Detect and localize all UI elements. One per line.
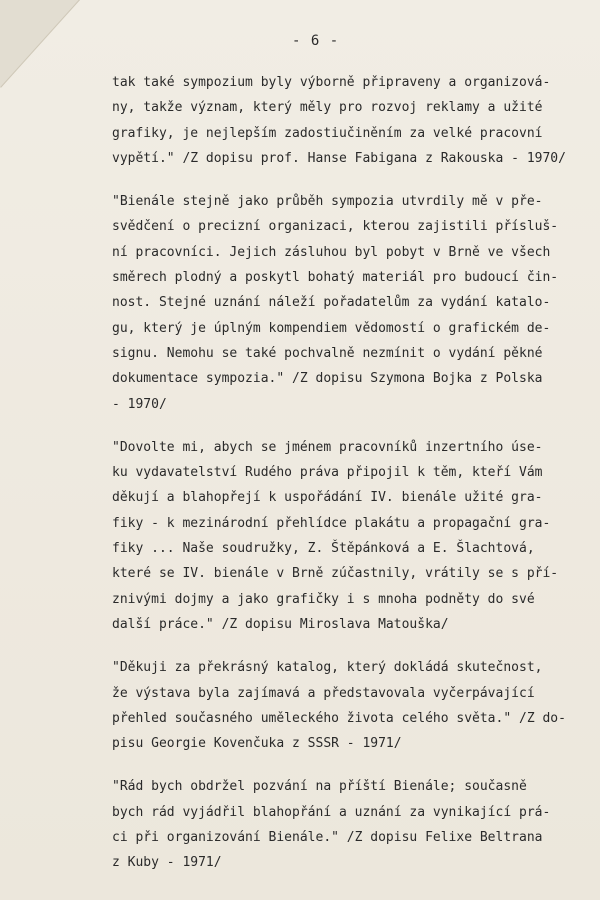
text-line: vypětí." /Z dopisu prof. Hanse Fabigana z Rakouska - 1970/ — [112, 150, 566, 166]
paragraph-felix-beltran — [112, 774, 551, 875]
text-line: znivými dojmy a jako grafičky i s mnoha podněty do své — [112, 591, 535, 607]
text-line: že výstava byla zajímavá a představovala vyčerpávající — [112, 685, 535, 701]
text-line: fiky ... Naše soudružky, Z. Štěpánková a E. Šlachtová, — [112, 541, 535, 557]
text-line: ní pracovníci. Jejich zásluhou byl pobyt v Brně ve všech — [112, 244, 551, 260]
paragraph-hans-fabigan — [112, 70, 566, 171]
text-line: svědčení o precizní organizaci, kterou zajistili přísluš- — [112, 219, 559, 235]
text-line: dokumentace sympozia." /Z dopisu Szymona Bojka z Polska — [112, 371, 543, 387]
text-line: ku vydavatelství Rudého práva připojil k těm, kteří Vám — [112, 465, 543, 481]
text-line: "Děkuji za překrásný katalog, který dokládá skutečnost, — [112, 660, 543, 676]
paragraph-szymon-bojko — [112, 189, 559, 417]
text-line: signu. Nemohu se také pochvalně nezmínit o vydání pěkné — [112, 345, 543, 361]
paragraph-gap — [112, 171, 548, 189]
text-line: přehled současného uměleckého života celého světa." /Z do- — [112, 710, 566, 726]
text-line: - 1970/ — [112, 396, 167, 412]
text-line: "Dovolte mi, abych se jménem pracovníků inzertního úse- — [112, 439, 543, 455]
text-line: ci při organizování Bienále." /Z dopisu Felixe Beltrana — [112, 830, 543, 846]
paragraph-miroslav-matousek — [112, 435, 559, 637]
letter-excerpts — [112, 70, 566, 876]
text-line: grafiky, je nejlepším zadostiučiněním za velké pracovní — [112, 125, 543, 141]
text-line: gu, který je úplným kompendiem vědomostí o grafickém de- — [112, 320, 551, 336]
paragraph-gap — [112, 417, 548, 435]
page-number: - 6 - — [292, 33, 340, 49]
text-line: pisu Georgie Kovenčuka z SSSR - 1971/ — [112, 736, 402, 752]
text-line: z Kuby - 1971/ — [112, 855, 222, 871]
text-line: bych rád vyjádřil blahopřání a uznání za vynikající prá- — [112, 804, 551, 820]
text-line: tak také sympozium byly výborně připraveny a organizová- — [112, 75, 551, 90]
text-line: "Bienále stejně jako průběh sympozia utvrdily mě v pře- — [112, 194, 543, 210]
text-line: ny, takže význam, který měly pro rozvoj reklamy a užité — [112, 100, 543, 116]
paragraph-georgij-kovencuk — [112, 655, 566, 756]
text-line: další práce." /Z dopisu Miroslava Matouška/ — [112, 616, 449, 632]
text-line: děkují a blahopřejí k uspořádání IV. bienále užité gra- — [112, 490, 543, 506]
text-line: které se IV. bienále v Brně zúčastnily, vrátily se s pří- — [112, 566, 559, 582]
text-line: "Rád bych obdržel pozvání na příští Bienále; současně — [112, 779, 527, 795]
text-line: nost. Stejné uznání náleží pořadatelům za vydání katalo- — [112, 295, 551, 311]
paragraph-gap — [112, 756, 548, 774]
text-line: směrech plodný a poskytl bohatý materiál pro budoucí čin- — [112, 270, 559, 286]
text-line: fiky - k mezinárodní přehlídce plakátu a propagační gra- — [112, 515, 551, 531]
paragraph-gap — [112, 637, 548, 655]
